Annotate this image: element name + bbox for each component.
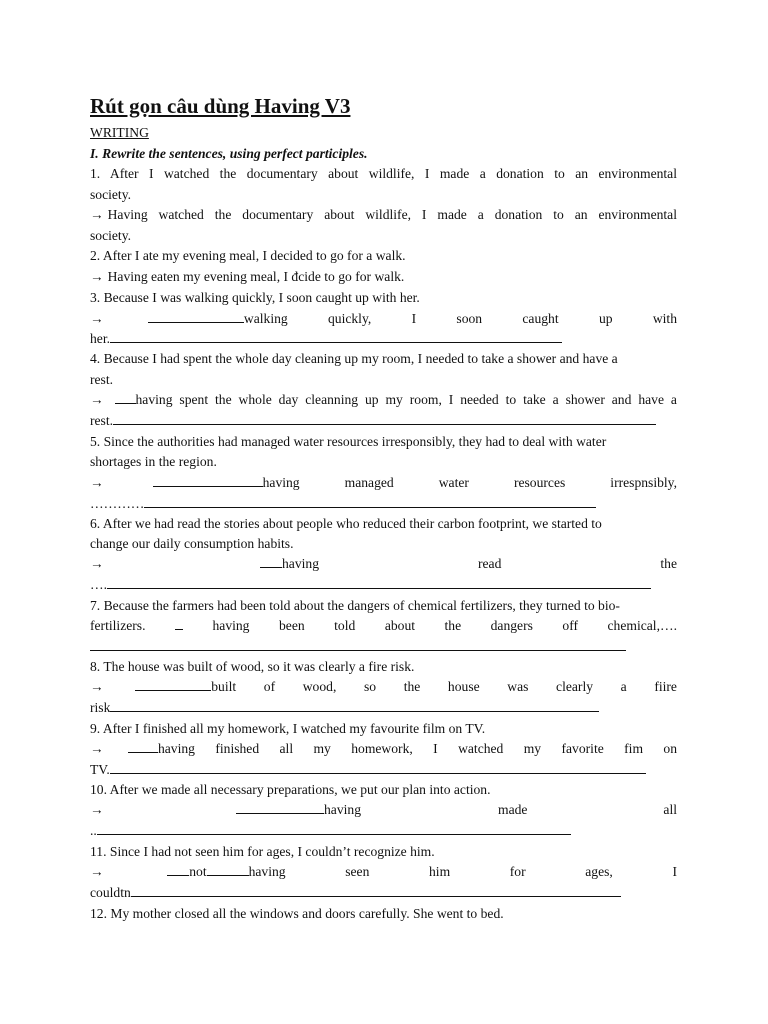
answer-blank[interactable]	[110, 330, 562, 343]
answer-blank[interactable]	[148, 310, 244, 323]
answer-word: I	[411, 311, 417, 326]
answer-6-line-2	[90, 576, 677, 593]
answer-word: so	[363, 679, 377, 694]
question-9: 9. After I finished all my homework, I watched my favourite film on TV.	[90, 721, 486, 736]
answer-8-line-2	[90, 699, 677, 716]
answer-9-line-2	[90, 761, 677, 778]
answer-word: with	[652, 311, 677, 326]
answer-word: having	[212, 618, 250, 633]
answer-11-line-2	[90, 884, 677, 901]
answer-word: on	[663, 741, 677, 756]
answer-segment	[236, 801, 361, 818]
answer-2-text: Having eaten my evening meal, I đcide to go for walk.	[107, 269, 405, 284]
answer-segment	[128, 740, 195, 757]
question-4-line-2: rest.	[90, 372, 114, 387]
arrow-icon: →	[90, 311, 104, 326]
answer-7-line-1	[90, 617, 677, 634]
answer-blank[interactable]	[144, 495, 596, 508]
question-10: 10. After we made all necessary preparations, we put our plan into action.	[90, 782, 491, 797]
answer-word: the	[444, 618, 462, 633]
answer-segment	[115, 391, 173, 408]
answer-blank[interactable]	[110, 761, 646, 774]
answer-11-line-1	[90, 863, 677, 880]
answer-word: I	[672, 864, 677, 879]
answer-word: take	[523, 392, 546, 407]
question-1-line-1	[90, 165, 677, 182]
answer-word: house	[447, 679, 480, 694]
answer-word: having	[135, 392, 173, 407]
answer-word: water	[438, 475, 469, 490]
answer-blank[interactable]	[207, 863, 249, 876]
answer-word: her.	[90, 331, 111, 346]
answer-word: the	[215, 392, 232, 407]
answer-word: wood,	[302, 679, 337, 694]
answer-word: I	[448, 392, 454, 407]
exercise-instruction: I. Rewrite the sentences, using perfect participles.	[90, 146, 368, 161]
answer-word: couldtn	[90, 885, 131, 900]
answer-word: finished	[215, 741, 260, 756]
answer-word: TV.	[90, 762, 110, 777]
answer-segment	[153, 474, 300, 491]
answer-word: ages,	[585, 864, 613, 879]
answer-word: him	[429, 864, 451, 879]
answer-word: cleanning	[305, 392, 359, 407]
answer-1-text: Having watched the documentary about wildlife, I made a donation to an environmental	[107, 207, 677, 222]
answer-word: clearly	[556, 679, 594, 694]
answer-5-line-2	[90, 495, 677, 512]
answer-word: dangers	[490, 618, 533, 633]
answer-8-line-1	[90, 678, 677, 695]
answer-word: the	[403, 679, 421, 694]
arrow-icon: →	[90, 741, 104, 756]
answer-word: room,	[409, 392, 442, 407]
answer-3-line-1	[90, 310, 677, 327]
answer-word: having	[157, 741, 195, 756]
answer-word: I	[433, 741, 438, 756]
answer-word: seen	[345, 864, 370, 879]
answer-blank[interactable]	[153, 474, 263, 487]
arrow-icon: →	[90, 475, 104, 490]
answer-word: ….	[90, 577, 107, 592]
answer-blank[interactable]	[131, 884, 621, 897]
answer-word: spent	[179, 392, 209, 407]
answer-word: a	[552, 392, 559, 407]
answer-2	[90, 268, 677, 285]
question-6-line-1: 6. After we had read the stories about people who reduced their carbon footprint, we started to	[90, 516, 602, 531]
answer-word: all	[663, 802, 677, 817]
answer-word: risk	[90, 700, 111, 715]
question-5-line-1: 5. Since the authorities had managed water resources irresponsibly, they had to deal with water	[90, 434, 607, 449]
answer-segment	[260, 555, 319, 572]
answer-word: shower	[565, 392, 605, 407]
question-7-line-1: 7. Because the farmers had been told about the dangers of chemical fertilizers, they turned to bio-	[90, 598, 620, 613]
answer-3-blank-word	[148, 310, 288, 327]
answer-word: managed	[344, 475, 394, 490]
section-heading: WRITING	[90, 125, 149, 140]
answer-word: my	[313, 741, 331, 756]
answer-word: walking	[243, 311, 288, 326]
answer-word: homework,	[351, 741, 413, 756]
answer-blank[interactable]	[90, 638, 626, 651]
answer-word: told	[334, 618, 356, 633]
answer-word: the	[660, 556, 677, 571]
arrow-icon: →	[90, 679, 104, 694]
question-1-text: 1. After I watched the documentary about wildlife, I made a donation to an environmental	[90, 166, 677, 181]
answer-word: a	[620, 679, 627, 694]
arrow-icon: →	[90, 864, 104, 879]
answer-blank[interactable]	[135, 678, 211, 691]
answer-segment	[135, 678, 236, 695]
answer-1-line-2: society.	[90, 228, 132, 243]
answer-9-line-1	[90, 740, 677, 757]
answer-word: soon	[456, 311, 483, 326]
answer-word: favorite	[561, 741, 604, 756]
question-3: 3. Because I was walking quickly, I soon caught up with her.	[90, 290, 420, 305]
answer-word: needed	[460, 392, 499, 407]
answer-word: for	[509, 864, 526, 879]
answer-word: was	[507, 679, 529, 694]
answer-blank[interactable]	[260, 555, 282, 568]
answer-blank[interactable]	[97, 822, 571, 835]
answer-word: been	[278, 618, 305, 633]
question-2: 2. After I ate my evening meal, I decided to go for a walk.	[90, 248, 406, 263]
answer-word: have	[638, 392, 664, 407]
answer-word: …………	[90, 496, 145, 511]
question-12: 12. My mother closed all the windows and doors carefully. She went to bed.	[90, 906, 504, 921]
answer-word: to	[505, 392, 517, 407]
arrow-icon: →	[90, 556, 104, 571]
question-4-line-1: 4. Because I had spent the whole day cleaning up my room, I needed to take a shower and have a	[90, 351, 618, 366]
answer-blank[interactable]	[113, 412, 656, 425]
answer-word: made	[498, 802, 528, 817]
answer-blank[interactable]	[128, 740, 158, 753]
question-8: 8. The house was built of wood, so it was clearly a fire risk.	[90, 659, 415, 674]
answer-word: my	[385, 392, 403, 407]
answer-word: about	[384, 618, 416, 633]
answer-word: read	[478, 556, 502, 571]
question-11: 11. Since I had not seen him for ages, I couldn’t recognize him.	[90, 844, 435, 859]
answer-word: built	[211, 679, 237, 694]
answer-word: whole	[238, 392, 272, 407]
question-7-line-2: fertilizers.	[90, 618, 146, 633]
answer-word: of	[263, 679, 276, 694]
question-5-line-2: shortages in the region.	[90, 454, 217, 469]
page-title: Rút gọn câu dùng Having V3	[90, 94, 351, 118]
answer-word: fiire	[654, 679, 677, 694]
answer-blank[interactable]	[167, 863, 189, 876]
answer-word: irrespnsibly,	[610, 475, 677, 490]
answer-blank[interactable]	[236, 801, 324, 814]
answer-blank[interactable]	[110, 699, 599, 712]
arrow-icon: →	[90, 802, 104, 817]
answer-10-line-2	[90, 822, 677, 839]
answer-word: a	[670, 392, 677, 407]
answer-blank[interactable]	[107, 576, 651, 589]
answer-word: fim	[624, 741, 644, 756]
answer-segment	[167, 863, 285, 880]
answer-blank[interactable]	[115, 391, 136, 404]
answer-word: watched	[458, 741, 504, 756]
question-6-line-2: change our daily consumption habits.	[90, 536, 294, 551]
answer-word: not	[189, 864, 207, 879]
answer-word: up	[598, 311, 613, 326]
arrow-icon: →	[90, 392, 104, 407]
answer-word: ..	[90, 823, 97, 838]
answer-5-line-1	[90, 474, 677, 491]
answer-1-line-1	[90, 206, 677, 223]
answer-word: rest.	[90, 413, 114, 428]
answer-word: resources	[513, 475, 566, 490]
answer-word: my	[523, 741, 542, 756]
answer-word: caught	[522, 311, 559, 326]
answer-word: all	[279, 741, 294, 756]
answer-word: up	[364, 392, 379, 407]
answer-word: chemical,….	[607, 618, 677, 633]
answer-word: having	[262, 475, 300, 490]
answer-word: having	[282, 556, 319, 571]
answer-word: off	[562, 618, 579, 633]
answer-word: day	[278, 392, 299, 407]
question-1-line-2: society.	[90, 187, 132, 202]
answer-4-line-2	[90, 412, 677, 429]
arrow-icon: →	[90, 269, 104, 284]
answer-word: quickly,	[327, 311, 372, 326]
answer-3-line-2	[90, 330, 677, 347]
arrow-icon: →	[90, 207, 104, 222]
answer-blank[interactable]	[175, 617, 183, 630]
answer-4-line-1	[90, 391, 677, 408]
answer-7-line-2	[90, 638, 677, 655]
answer-word: and	[611, 392, 632, 407]
answer-word: having	[324, 802, 361, 817]
answer-word: having	[248, 864, 286, 879]
